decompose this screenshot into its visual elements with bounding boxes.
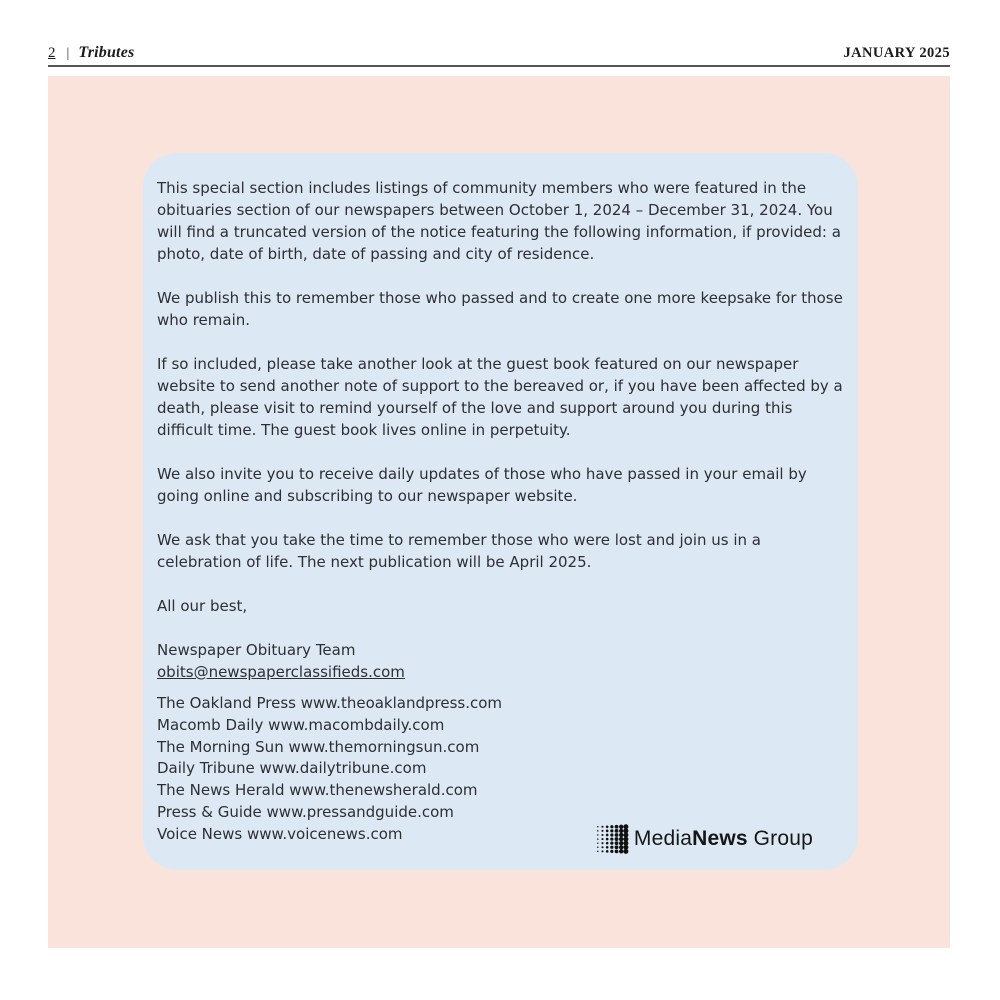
- masthead-left: [48, 44, 134, 62]
- section-title: Tributes: [78, 44, 135, 61]
- newspaper-list-item: Macomb Daily www.macombdaily.com: [157, 715, 445, 734]
- masthead: [48, 40, 950, 67]
- newspaper-list-item: Press & Guide www.pressandguide.com: [157, 802, 454, 821]
- email-link[interactable]: obits@newspaperclassifieds.com: [157, 663, 405, 681]
- page-number: 2: [48, 45, 56, 61]
- notice-paragraph-1: This special section includes listings of community members who were featured in the obituaries section of our newspapers between October 1, 2024 – December 31, 2024. You will find a truncated version of the notice featuring the following information, if provided: a photo, date of birth, date of passing and city of residence.: [157, 179, 841, 263]
- medianews-group-logo: [595, 824, 813, 854]
- logo-text-media: Media: [633, 827, 693, 850]
- newspaper-list-item: The Morning Sun www.themorningsun.com: [157, 737, 480, 756]
- newspaper-list-item: Daily Tribune www.dailytribune.com: [157, 759, 427, 778]
- newspaper-list-item: The News Herald www.thenewsherald.com: [157, 781, 478, 800]
- notice-paragraph-4: We also invite you to receive daily updates of those who have passed in your email by going online and subscribing to our newspaper website.: [157, 465, 807, 505]
- closing-text: All our best,: [157, 597, 248, 615]
- contact-block: [157, 639, 844, 683]
- newspaper-list-item: Voice News www.voicenews.com: [157, 824, 403, 843]
- notice-paragraph-5: We ask that you take the time to remember those who were lost and join us in a celebration of life. The next publication will be April 2025.: [157, 531, 761, 571]
- medianews-dots-icon: [595, 824, 629, 854]
- logo-text-group: Group: [753, 827, 813, 850]
- newspaper-list: [157, 693, 844, 846]
- notice-card: [143, 153, 858, 870]
- medianews-group-wordmark: [634, 828, 813, 850]
- pink-backdrop: [48, 76, 950, 948]
- notice-paragraph-2: We publish this to remember those who passed and to create one more keepsake for those who remain.: [157, 289, 843, 329]
- issue-date: JANUARY 2025: [843, 45, 950, 61]
- logo-text-news: News: [692, 827, 748, 850]
- newspaper-list-item: The Oakland Press www.theoaklandpress.com: [157, 694, 503, 712]
- notice-paragraph-3: If so included, please take another look at the guest book featured on our newspaper website to send another note of support to the bereaved or, if you have been affected by a death, please visit to remind yourself of the love and support around you during this difficult time. The guest book lives online in perpetuity.: [157, 355, 843, 439]
- masthead-separator: |: [66, 46, 70, 61]
- team-name: Newspaper Obituary Team: [157, 641, 356, 659]
